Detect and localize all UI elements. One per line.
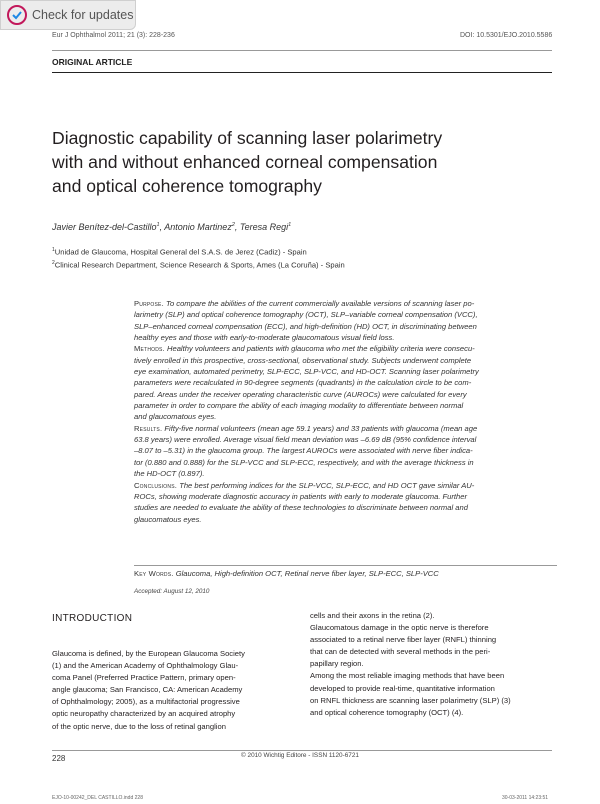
authors: Javier Benítez-del-Castillo$^1$, Antonio Martinez$^2$, Teresa Regi$^1$ — [52, 222, 292, 232]
article-type: ORIGINAL ARTICLE — [52, 57, 133, 67]
author-affiliation-mark: 2 — [231, 222, 235, 228]
abstract-line: –8.07 to –5.31) in the glaucoma group. The largest AUROCs were associated with nerve fiber indica- — [134, 446, 473, 456]
body-line: angle glaucoma; San Francisco, CA: American Academy — [52, 685, 243, 695]
abstract-line: tor (0.880 and 0.888) for the SLP-VCC and SLP-ECC, respectively, and with the average thickness in — [134, 457, 474, 467]
body-line: optic neuropathy characterized by an acquired atrophy — [52, 709, 236, 719]
copyright: © 2010 Wichtig Editore - ISSN 1120-6721 — [241, 752, 359, 759]
introduction-heading: INTRODUCTION — [52, 613, 133, 624]
body-line: that can de detected with several methods in the peri- — [310, 647, 491, 657]
body-line: on RNFL thickness are scanning laser polarimetry (SLP) (3) — [310, 695, 511, 705]
abstract-line: 63.8 years) were enrolled. Average visual field mean deviation was –6.69 dB (95% confidence interval — [134, 435, 477, 445]
body-line: associated to a retinal nerve fiber layer (RNFL) thinning — [310, 635, 497, 645]
check-for-updates-badge[interactable] — [0, 0, 136, 30]
abstract-line: larimetry (SLP) and optical coherence tomography (OCT), SLP–variable corneal compensation (VCC), — [134, 310, 478, 320]
article-title — [52, 126, 552, 198]
abstract-line: eye examination, automated perimetry, SLP-ECC, SLP-VCC, and HD-OCT. Scanning laser polarimetry — [134, 367, 479, 377]
article-type-divider — [52, 72, 552, 73]
footer-divider — [52, 750, 552, 751]
abstract-line: Methods. Healthy volunteers and patients with glaucoma who met the eligibility criteria were consecu- — [134, 344, 475, 354]
title-line: Diagnostic capability of scanning laser polarimetry — [52, 128, 443, 148]
abstract-line: pared. Areas under the receiver operating characteristic curve (AUROCs) were calculated for every — [134, 389, 467, 399]
abstract-line: SLP–enhanced corneal compensation (ECC), and high-definition (HD) OCT, in discriminating between — [134, 321, 477, 331]
title-line: with and without enhanced corneal compensation — [52, 152, 438, 172]
abstract — [134, 298, 557, 525]
keywords: Key Words. Glaucoma, High-definition OCT, Retinal nerve fiber layer, SLP-ECC, SLP-VCC — [134, 569, 439, 578]
affiliation: $^2$Clinical Research Department, Science Research & Sports, Ames (La Coruña) - Spain — [52, 260, 345, 270]
abstract-line: the HD-OCT (0.897). — [134, 469, 205, 479]
page-number: 228 — [52, 754, 66, 763]
abstract-line: parameters were recalculated in 90-degree segments (quadrants) in the calculation circle to be com- — [134, 378, 472, 388]
body-line: developed to provide real-time, quantitative information — [310, 683, 495, 693]
keywords-label: Key Words. — [134, 569, 174, 578]
body-line: of the optic nerve, due to the loss of retinal ganglion — [52, 721, 226, 731]
abstract-line: Purpose. To compare the abilities of the current commercially available versions of scanning laser po- — [134, 299, 475, 308]
body-line: Glaucoma is defined, by the European Glaucoma Society — [52, 649, 245, 658]
body-line: Glaucomatous damage in the optic nerve is therefore — [310, 623, 489, 633]
journal-reference: Eur J Ophthalmol 2011; 21 (3): 228-236 — [52, 32, 175, 39]
body-column-right — [310, 610, 552, 719]
abstract-line: ROCs, showing moderate diagnostic accuracy in patients with early to moderate glaucoma. Further — [134, 491, 468, 501]
body-line: cells and their axons in the retina (2). — [310, 611, 435, 620]
author-name: Teresa Regi — [239, 222, 289, 232]
abstract-section-label: Purpose. — [134, 299, 164, 308]
print-slug-file: EJO-10-00242_DEL CASTILLO.indd 228 — [52, 795, 143, 801]
abstract-line: healthy eyes and those with early-to-moderate glaucomatous visual field loss. — [134, 333, 395, 343]
title-line: and optical coherence tomography — [52, 176, 322, 196]
body-line: papillary region. — [310, 659, 364, 669]
abstract-line: Results. Fifty-five normal volunteers (mean age 59.1 years) and 33 patients with glaucoma (mean age — [134, 423, 478, 433]
header-divider — [52, 50, 552, 51]
author-name: Javier Benítez-del-Castillo — [52, 222, 157, 232]
affiliation: $^1$Unidad de Glaucoma, Hospital General del S.A.S. de Jerez (Cadiz) - Spain — [52, 247, 307, 257]
abstract-line: and glaucomatous eyes. — [134, 412, 217, 422]
accepted-date: Accepted: August 12, 2010 — [134, 588, 210, 595]
print-slug-date: 30-03-2011 14:23:51 — [502, 795, 549, 801]
body-line: Among the most reliable imaging methods that have been — [310, 671, 505, 681]
abstract-section-label: Conclusions. — [134, 480, 178, 490]
author-affiliation-mark: 1 — [156, 222, 160, 228]
author-name: Antonio Martinez — [164, 222, 232, 232]
body-line: coma Panel (Preferred Practice Pattern, primary open- — [52, 673, 236, 683]
abstract-line: tively enrolled in this prospective, cross-sectional, observational study. Subjects underwent complete — [134, 355, 472, 365]
body-column-left — [52, 648, 292, 733]
author-affiliation-mark: 1 — [288, 222, 292, 228]
check-for-updates-label: Check for updates — [32, 8, 134, 22]
abstract-line: studies are needed to evaluate the ability of these technologies to discriminate between normal and — [134, 503, 468, 513]
body-line: (1) and the American Academy of Ophthalmology Glau- — [52, 661, 239, 671]
body-line: and optical coherence tomography (OCT) (4). — [310, 707, 464, 717]
check-for-updates-icon — [7, 5, 27, 25]
abstract-section-label: Methods. — [134, 344, 165, 354]
abstract-line: Conclusions. The best performing indices for the SLP-VCC, SLP-ECC, and HD OCT gave similar AU- — [134, 480, 475, 490]
doi[interactable]: DOI: 10.5301/EJO.2010.5586 — [460, 32, 553, 39]
abstract-section-label: Results. — [134, 423, 163, 433]
body-line: of Ophthalmology; 2005), as a multifactorial progressive — [52, 697, 240, 707]
keywords-divider — [134, 565, 557, 566]
abstract-line: parameter in order to compare the ability of each imaging modality to differentiate between normal — [134, 401, 464, 411]
abstract-line: glaucomatous eyes. — [134, 514, 202, 524]
